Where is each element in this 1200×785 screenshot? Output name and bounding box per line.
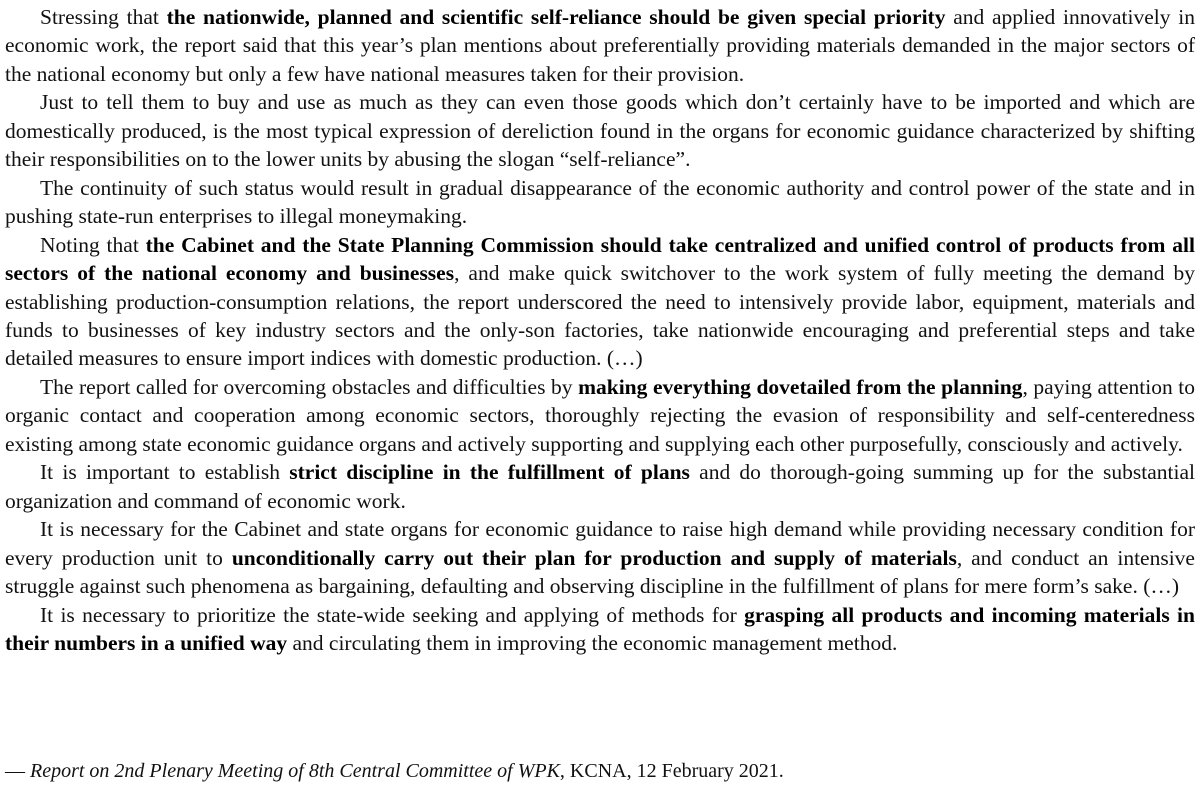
paragraph-2-text: Just to tell them to buy and use as much as they can even those goods which don’t certainly have to be imported and which are domestically produced, is the most typical expression of dereliction found in the organs for economic guidance characterized by shifting their responsibilities on to the lower units by abusing the slogan “self-reliance”. — [5, 90, 1195, 172]
paragraph-1 — [5, 3, 1195, 88]
paragraph-1-text-2: and applied innovatively in economic work, the report said that this year’s plan mentions about preferentially providing materials demanded in the major sectors of the national economy but only a few have national measures taken for their provision. — [5, 5, 1195, 86]
paragraph-7-emphasis: unconditionally carry out their plan for production and supply of materials — [231, 545, 957, 570]
paragraph-3-text: The continuity of such status would result in gradual disappearance of the economic authority and control power of the state and in pushing state-run enterprises to illegal moneymaking. — [5, 175, 1195, 229]
citation — [5, 757, 784, 785]
paragraph-7-text-2: , and conduct an intensive struggle against such phenomena as bargaining, defaulting and observing discipline in the fulfillment of plans for mere form’s sake. (…) — [5, 545, 1195, 599]
paragraph-2 — [5, 88, 1195, 173]
paragraph-8-text-2: and circulating them in improving the economic management method. — [287, 630, 898, 655]
paragraph-4-text-1: Noting that — [40, 232, 146, 257]
paragraph-1-text-1: Stressing that — [40, 5, 167, 29]
paragraph-8 — [5, 601, 1195, 658]
paragraph-3 — [5, 174, 1195, 231]
citation-dash: — — [5, 760, 30, 782]
quote-body — [5, 3, 1195, 657]
paragraph-6 — [5, 458, 1195, 515]
paragraph-6-text-2: and do thorough-going summing up for the substantial organization and command of economic work. — [5, 460, 1195, 513]
paragraph-6-text-1: It is important to establish — [40, 460, 290, 485]
paragraph-5-text-2: , paying attention to organic contact and cooperation among economic sectors, thoroughly rejecting the evasion of responsibility and self-centeredness existing among state economic guidance organs and actively supporting and supplying each other purposefully, consciously and actively. — [5, 374, 1195, 456]
paragraph-1-emphasis: the nationwide, planned and scientific self-reliance should be given special priority — [166, 5, 946, 29]
citation-source: , KCNA, 12 February 2021. — [559, 760, 784, 782]
citation-title: Report on 2nd Plenary Meeting of 8th Central Committee of WPK — [30, 760, 560, 782]
paragraph-6-emphasis: strict discipline in the fulfillment of plans — [289, 460, 690, 485]
paragraph-4-text-2: , and make quick switchover to the work system of fully meeting the demand by establishing production-consumption relations, the report underscored the need to intensively provide labor, equipment, materials and funds to businesses of key industry sectors and the only-son factories, take nationwide encouraging and preferential steps and take detailed measures to ensure import indices with domestic production. (…) — [5, 261, 1195, 371]
paragraph-8-emphasis: grasping all products and incoming materials in their numbers in a unified way — [5, 602, 1195, 655]
paragraph-7-text-1: It is necessary for the Cabinet and state organs for economic guidance to raise high demand while providing necessary condition for every production unit to — [5, 517, 1195, 570]
paragraph-7 — [5, 515, 1195, 600]
paragraph-4 — [5, 231, 1195, 373]
paragraph-5 — [5, 373, 1195, 458]
paragraph-5-text-1: The report called for overcoming obstacles and difficulties by — [40, 374, 579, 399]
paragraph-4-emphasis: the Cabinet and the State Planning Commission should take centralized and unified control of products from all sectors of the national economy and businesses — [5, 232, 1195, 286]
paragraph-8-text-1: It is necessary to prioritize the state-wide seeking and applying of methods for — [40, 602, 745, 627]
paragraph-5-emphasis: making everything dovetailed from the planning — [578, 374, 1023, 399]
